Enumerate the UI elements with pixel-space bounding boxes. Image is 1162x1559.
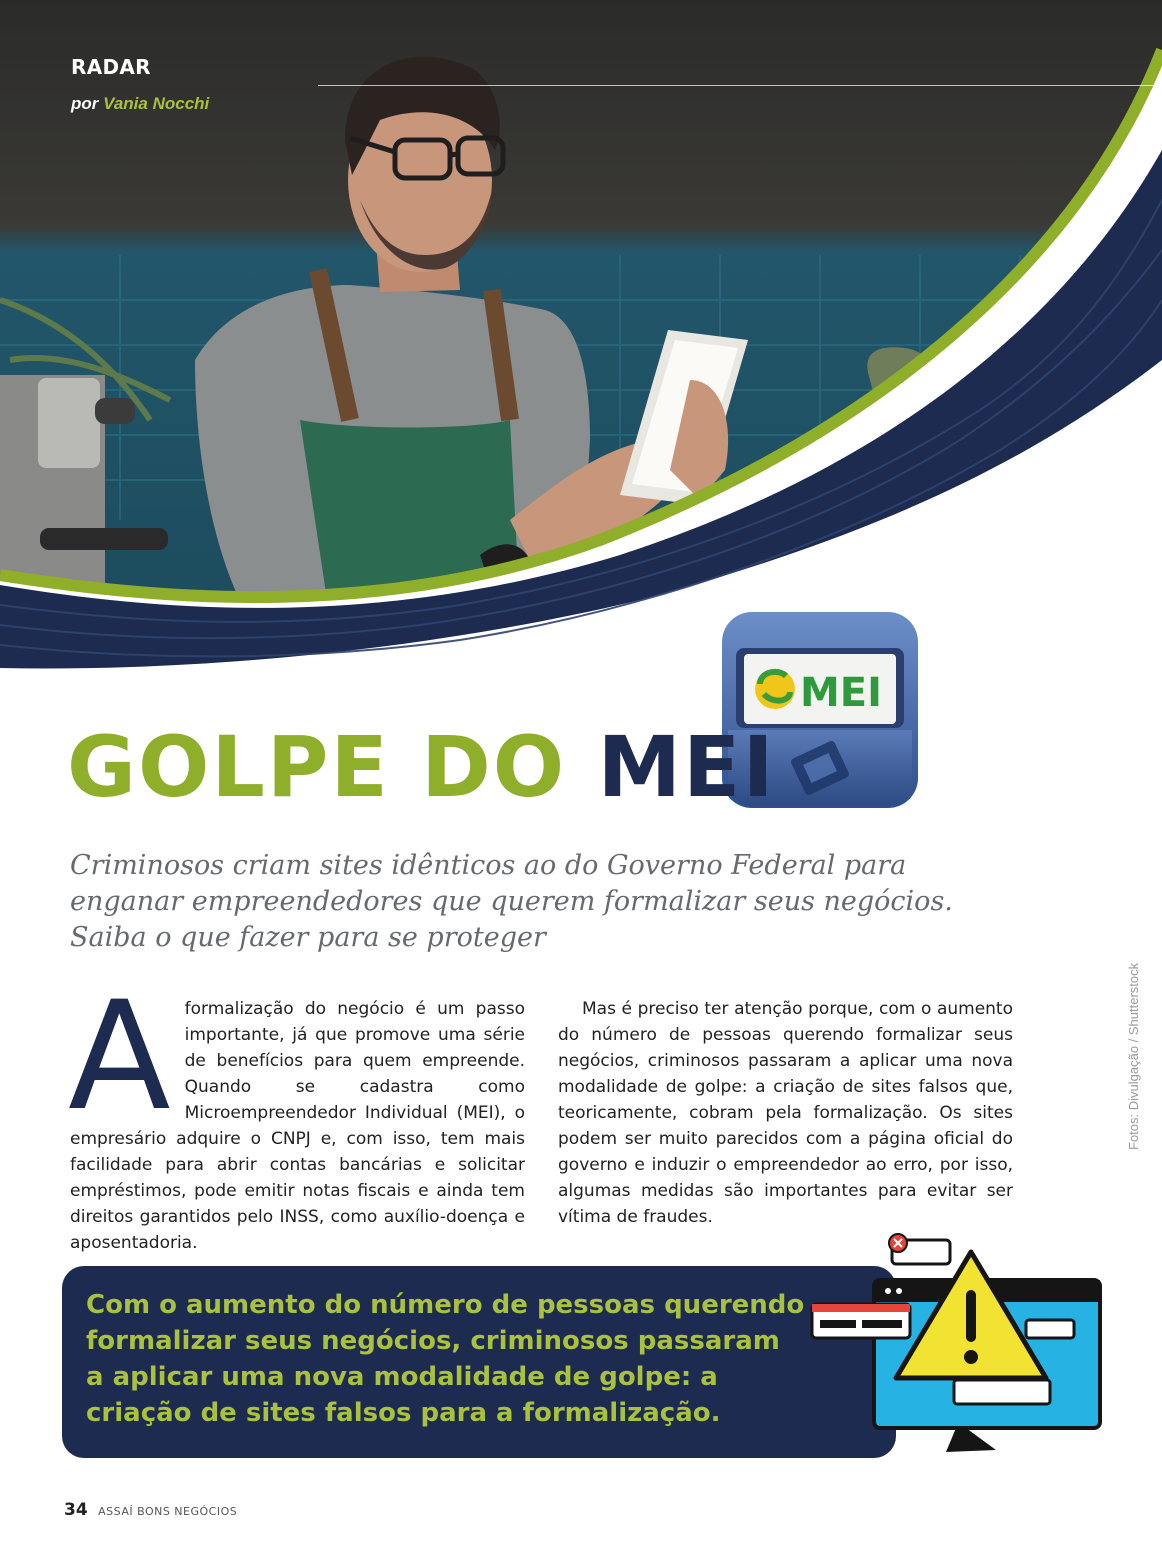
headline-part2: MEI [597,718,776,816]
headline [67,718,776,816]
body-column-2: Mas é preciso ter atenção porque, com o aumento do número de pessoas querendo formalizar seus negócios, criminosos passaram a aplicar uma nova modalidade de golpe: a criação de sites falsos que, teoricamente, cobram pela formalização. Os sites podem ser muito parecidos com a página oficial do governo e induzir o empreendedor ao erro, por isso, algumas medidas são importantes para evitar ser vítima de fraudes. [558,999,1013,1227]
headline-part1: GOLPE DO [67,718,567,816]
body-column-1-text: formalização do negócio é um passo importante, já que promove uma série de benefícios para quem empreende. Quando se cadastra como Microempreendedor Individual (MEI), o empresário adquire o CNPJ e, com isso, tem mais facilidade para abrir contas bancárias e solicitar empréstimos, pode emitir notas fiscais e ainda tem direitos garantidos pelo INSS, como auxílio-doença e aposentadoria. [70,999,525,1253]
mei-logo-text: MEI [800,670,883,716]
section-label: RADAR [71,55,151,79]
byline-prefix: por [71,94,99,113]
page-number: 34 [64,1500,88,1520]
body-column-1 [68,970,525,1256]
page-footer [64,1500,237,1520]
drop-cap: A [68,970,171,1144]
photo-credit: Fotos: Divulgação / Shutterstock [1126,962,1141,1150]
byline-author: Vania Nocchi [103,94,210,113]
byline [71,94,209,114]
pull-quote-text: Com o aumento do número de pessoas querendo formalizar seus negócios, criminosos passaram a aplicar uma nova modalidade de golpe: a criação de sites falsos para a formalização. [86,1290,805,1428]
magazine-name: ASSAÍ BONS NEGÓCIOS [98,1505,238,1518]
header-rule [318,85,1162,86]
warning-illustration [806,1230,1106,1462]
deck-subtitle: Criminosos criam sites idênticos ao do Governo Federal para enganar empreendedores que querem formalizar seus negócios. Saiba o que fazer para se proteger [70,850,953,953]
